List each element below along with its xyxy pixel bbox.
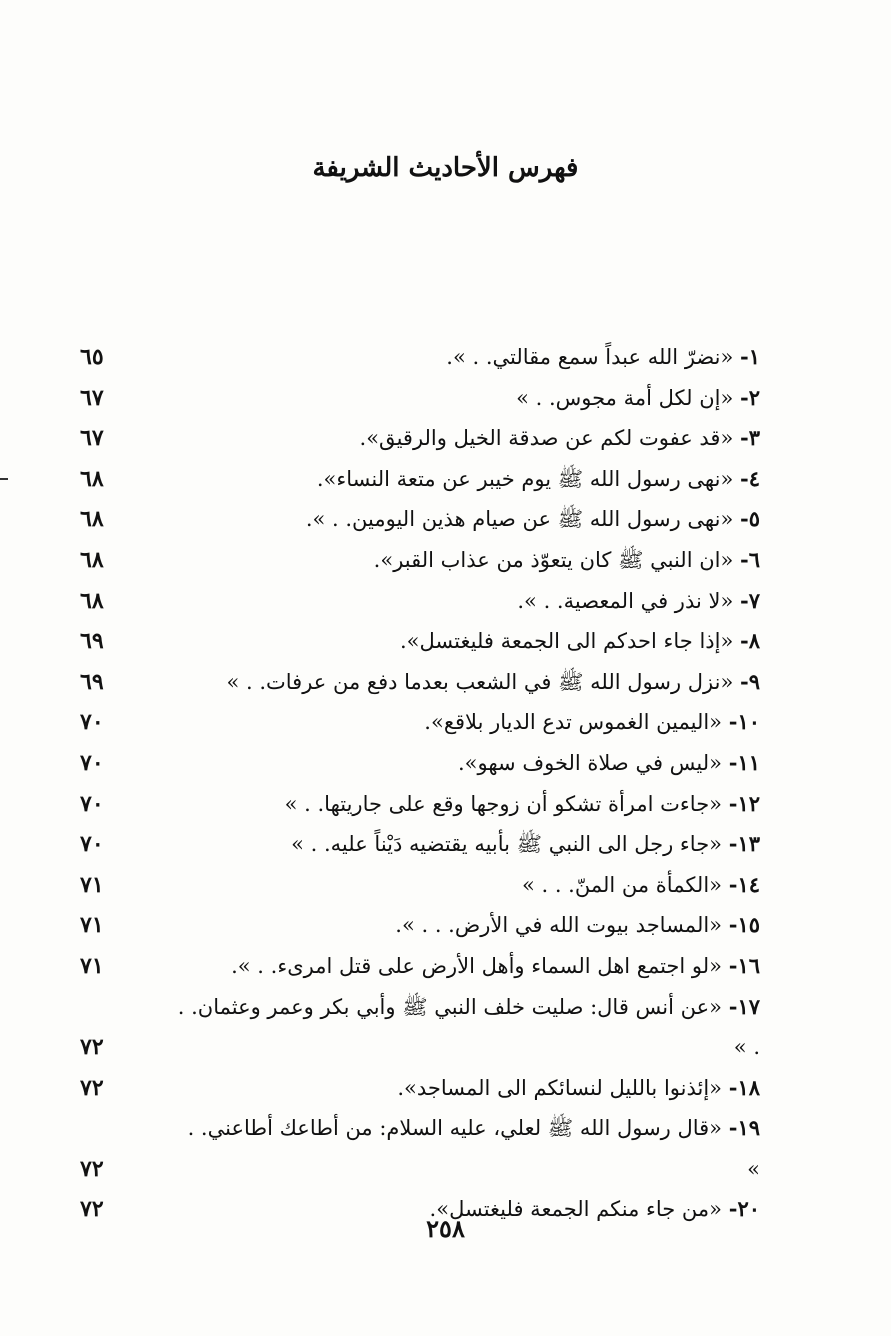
entry-text [150,337,760,378]
entry-text [150,540,760,581]
entry-page: ٦٧ [80,384,104,411]
entry-text [150,784,760,825]
entry-number: ٥- [740,506,760,532]
entry-hadith: «قد عفوت لكم عن صدقة الخيل والرقيق». [359,426,734,451]
entry-page: ٧٠ [80,790,104,817]
index-row [80,905,760,946]
entry-number: ٤- [740,465,760,491]
entry-hadith: «إذا جاء احدكم الى الجمعة فليغتسل». [399,629,734,654]
entry-hadith: «جاء رجل الى النبي ﷺ بأبيه يقتضيه دَيْناً عليه. . » [291,832,723,857]
entry-text [150,946,760,987]
index-row [80,784,760,825]
entry-hadith: «لا نذر في المعصية. . ». [517,588,734,613]
entry-page: ٧٢ [80,1034,104,1061]
index-row [80,662,760,703]
entry-hadith: «قال رسول الله ﷺ لعلي، عليه السلام: من أطاعك أطاعني. . » [187,1116,760,1181]
entry-hadith: «من جاء منكم الجمعة فليغتسل». [429,1197,723,1222]
index-row [80,378,760,419]
index-row [80,418,760,459]
entry-page: ٦٨ [80,587,104,614]
index-row [80,540,760,581]
entry-text [150,743,760,784]
entry-page: ٦٨ [80,506,104,533]
entry-page: ٦٨ [80,465,104,492]
entry-page: ٦٨ [80,546,104,573]
entry-page: ٦٥ [80,344,104,370]
entry-hadith: «إئذنوا بالليل لنسائكم الى المساجد». [397,1075,723,1100]
entry-text [150,459,760,500]
entry-number: ٨- [740,628,760,654]
entry-text [150,702,760,743]
entry-page: ٧١ [80,912,104,939]
index-row [80,1108,760,1189]
entry-text [150,581,760,622]
entry-number: ٧- [740,587,760,613]
page-number: ٢٥٨ [426,1214,465,1243]
entry-text [150,865,760,906]
entry-hadith: «الكمأة من المنّ. . . » [521,872,723,897]
margin-mark [0,478,8,480]
entry-number: ١١- [728,749,760,775]
entry-text [150,621,760,662]
entry-text [150,378,760,419]
entry-hadith: «نضرّ الله عبداً سمع مقالتي. . ». [446,345,734,369]
entry-number: ٢٠- [728,1196,760,1222]
entry-number: ١٤- [728,871,760,897]
index-row [80,702,760,743]
page-title: فهرس الأحاديث الشريفة [312,153,579,183]
index-row [80,987,760,1068]
entry-page: ٧٢ [80,1074,104,1101]
entry-page: ٧٠ [80,831,104,858]
entry-page: ٧٢ [80,1155,104,1182]
entry-number: ١٣- [728,831,760,857]
entry-text [150,1108,760,1189]
entry-number: ١٢- [728,790,760,816]
index-row [80,946,760,987]
entry-hadith: «المساجد بيوت الله في الأرض. . . ». [395,913,723,938]
entry-number: ٣- [740,425,760,451]
entry-number: ٦- [740,546,760,572]
entry-page: ٦٩ [80,628,104,655]
entry-number: ١٥- [728,912,760,938]
entry-hadith: «نهى رسول الله ﷺ يوم خيبر عن متعة النساء». [316,466,734,491]
entry-hadith: «ان النبي ﷺ كان يتعوّذ من عذاب القبر». [373,547,734,572]
entry-hadith: «إن لكل أمة مجوس. . » [516,385,734,410]
entry-text [150,987,760,1068]
index-row [80,743,760,784]
entry-hadith: «لو اجتمع اهل السماء وأهل الأرض على قتل امرىء. . ». [231,953,723,978]
index-row [80,1068,760,1109]
entry-text [150,418,760,459]
entry-hadith: «ليس في صلاة الخوف سهو». [458,750,723,775]
index-row [80,581,760,622]
index-row [80,337,760,378]
entry-text [150,1068,760,1109]
entry-page: ٧٠ [80,749,104,776]
entry-number: ١- [740,344,760,369]
entry-hadith: «نهى رسول الله ﷺ عن صيام هذين اليومين. . ». [305,507,734,532]
entry-page: ٦٧ [80,425,104,452]
entry-page: ٧٠ [80,709,104,736]
entry-hadith: «اليمين الغموس تدع الديار بلاقع». [424,710,723,735]
index-row [80,621,760,662]
entry-number: ١٩- [728,1115,760,1141]
entry-hadith: «جاءت امرأة تشكو أن زوجها وقع على جاريتها. . » [284,791,723,816]
entry-text [150,824,760,865]
entry-page: ٧١ [80,871,104,898]
entry-text [150,905,760,946]
entry-page: ٦٩ [80,668,104,695]
entry-number: ١٦- [728,952,760,978]
entry-number: ١٠- [728,709,760,735]
index-row [80,865,760,906]
entry-text [150,499,760,540]
entry-number: ١٨- [728,1074,760,1100]
hadith-index-list [80,337,760,1230]
entry-number: ٢- [740,384,760,410]
index-row [80,824,760,865]
entry-hadith: «نزل رسول الله ﷺ في الشعب بعدما دفع من عرفات. . » [226,669,734,694]
entry-text [150,662,760,703]
entry-page: ٧٢ [80,1196,104,1223]
index-row [80,499,760,540]
entry-number: ١٧- [728,993,760,1019]
entry-number: ٩- [740,668,760,694]
entry-hadith: «عن أنس قال: صليت خلف النبي ﷺ وأبي بكر وعمر وعثمان. . . » [177,994,760,1060]
entry-page: ٧١ [80,952,104,979]
index-row [80,459,760,500]
